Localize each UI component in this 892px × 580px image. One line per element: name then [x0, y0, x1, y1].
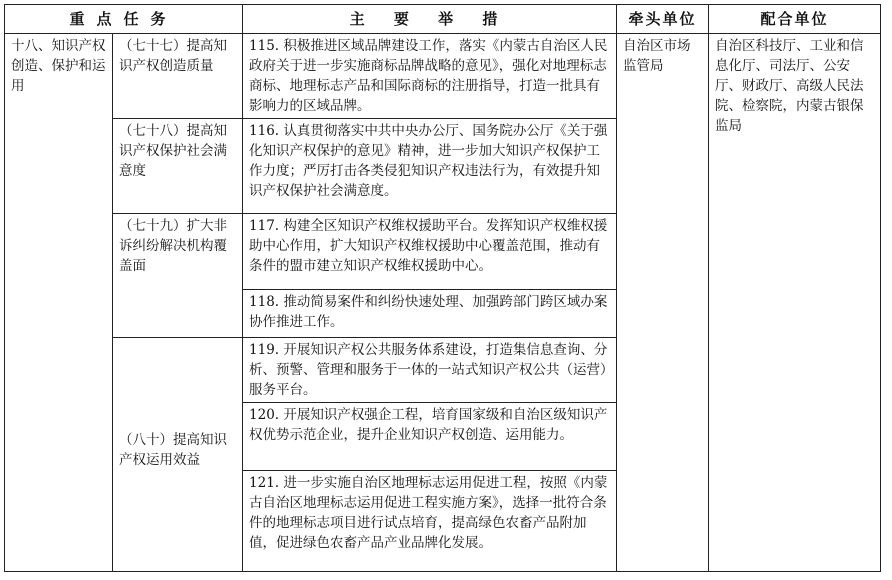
measure-117: 117. 构建全区知识产权维权援助平台。发挥知识产权维权援助中心作用，扩大知识产权维权援助中心覆盖范围，推动有条件的盟市建立知识产权维权援助中心。	[243, 214, 617, 290]
measure-115: 115. 积极推进区域品牌建设工作，落实《内蒙古自治区人民政府关于进一步实施商标品牌战略的意见》，强化对地理标志商标、地理标志产品和国际商标的注册指导，打造一批具有影响力的区域品牌。	[243, 34, 617, 119]
header-lead-unit: 牵头单位	[617, 5, 709, 34]
task-79: （七十九）扩大非诉纠纷解决机构覆盖面	[113, 214, 243, 338]
task-table	[4, 4, 881, 572]
task-80: （八十）提高知识产权运用效益	[113, 338, 243, 572]
measure-116: 116. 认真贯彻落实中共中央办公厅、国务院办公厅《关于强化知识产权保护的意见》精神，进一步加大知识产权保护工作力度；严厉打击各类侵犯知识产权违法行为，有效提升知识产权保护社会满意度。	[243, 119, 617, 214]
header-main-measures: 主 要 举 措	[243, 5, 617, 34]
measure-119: 119. 开展知识产权公共服务体系建设，打造集信息查询、分析、预警、管理和服务于一体的一站式知识产权公共（运营）服务平台。	[243, 338, 617, 403]
table-row	[5, 34, 881, 119]
task-77: （七十七）提高知识产权创造质量	[113, 34, 243, 119]
header-row	[5, 5, 881, 34]
area-cell: 十八、知识产权创造、保护和运用	[5, 34, 113, 572]
lead-unit-cell: 自治区市场监管局	[617, 34, 709, 572]
measure-120: 120. 开展知识产权强企工程，培育国家级和自治区级知识产权优势示范企业，提升企业知识产权创造、运用能力。	[243, 403, 617, 471]
header-partner-unit: 配合单位	[709, 5, 881, 34]
partner-unit-cell: 自治区科技厅、工业和信息化厅、司法厅、公安厅、财政厅、高级人民法院、检察院，内蒙古银保监局	[709, 34, 881, 572]
task-78: （七十八）提高知识产权保护社会满意度	[113, 119, 243, 214]
header-key-tasks: 重点任务	[5, 5, 243, 34]
measure-118: 118. 推动简易案件和纠纷快速处理、加强跨部门跨区域办案协作推进工作。	[243, 290, 617, 338]
measure-121: 121. 进一步实施自治区地理标志运用促进工程，按照《内蒙古自治区地理标志运用促进工程实施方案》，选择一批符合条件的地理标志项目进行试点培育，提高绿色农畜产品附加值，促进绿色农畜产品产业品牌化发展。	[243, 471, 617, 572]
